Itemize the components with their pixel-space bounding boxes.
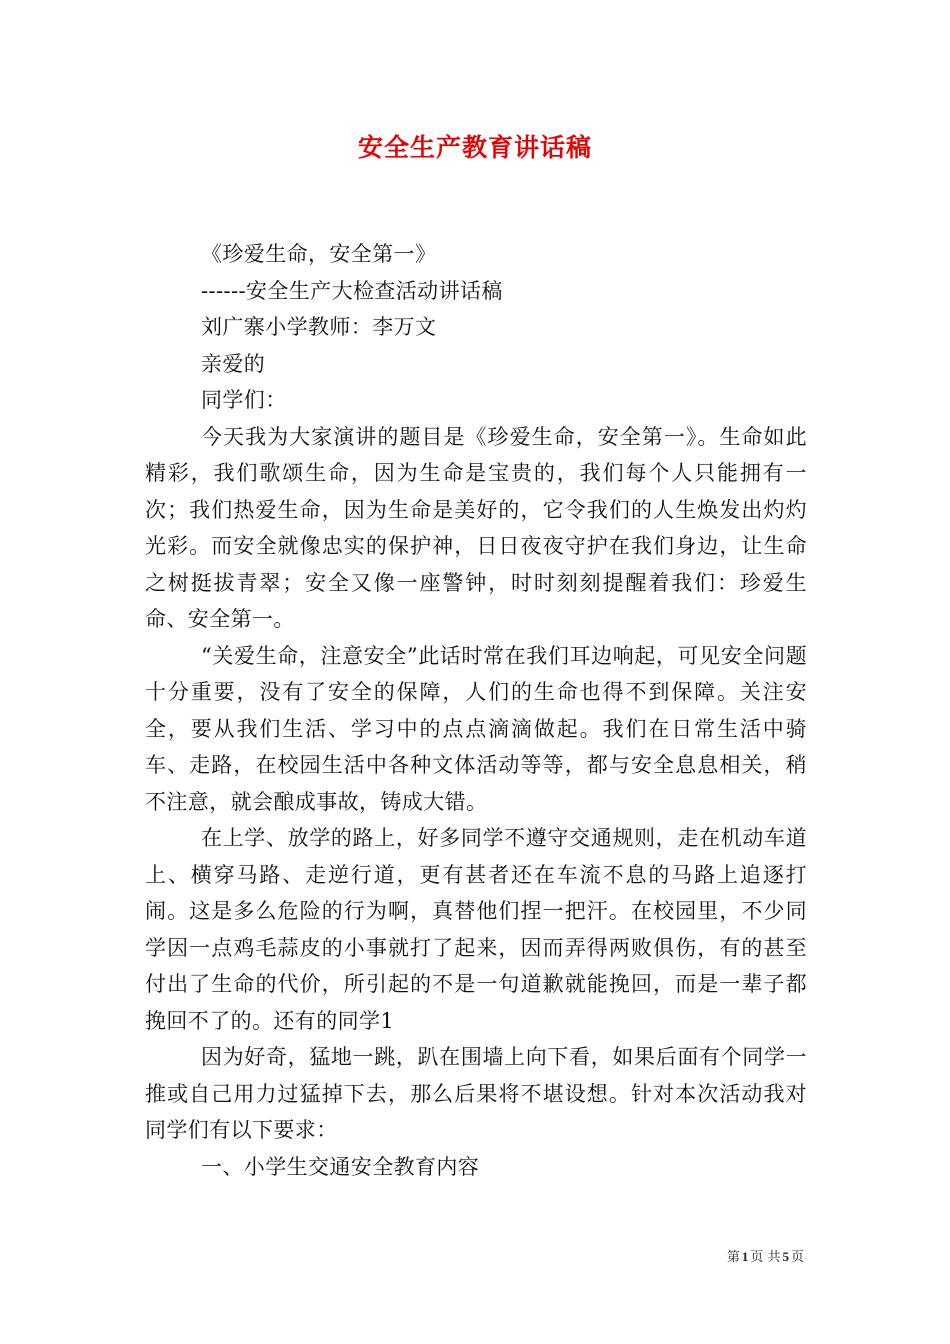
body-paragraph: 今天我为大家演讲的题目是《珍爱生命，安全第一》。生命如此精彩，我们歌颂生命，因为生命是宝贵的，我们每个人只能拥有一次；我们热爱生命，因为生命是美好的，它令我们的人生焕发出灼灼光彩。而安全就像忠实的保护神，日日夜夜守护在我们身边，让生命之树挺拔青翠；安全又像一座警钟，时时刻刻提醒着我们：珍爱生命、安全第一。	[145, 424, 807, 631]
speech-title: 《珍爱生命，安全第一》	[201, 242, 437, 266]
section-heading: 一、小学生交通安全教育内容	[201, 1154, 480, 1179]
total-pages-number: 5	[782, 1249, 789, 1264]
footer-middle: 页 共	[750, 1250, 781, 1265]
body-paragraph: “关爱生命，注意安全”此话时常在我们耳边响起，可见安全问题十分重要，没有了安全的保障，人们的生命也得不到保障。关注安全，要从我们生活、学习中的点点滴滴做起。我们在日常生活中骑车、走路，在校园生活中各种文体活动等等，都与安全息息相关，稍不注意，就会酿成事故，铸成大错。	[145, 643, 807, 814]
greeting-line-1: 亲爱的	[201, 351, 266, 376]
footer-suffix: 页	[790, 1250, 804, 1265]
author-line: 刘广寨小学教师：李万文	[201, 315, 437, 339]
body-paragraph: 因为好奇，猛地一跳，趴在围墙上向下看，如果后面有个同学一推或自己用力过猛掉下去，那么后果将不堪设想。针对本次活动我对同学们有以下要求：	[145, 1045, 807, 1142]
page-footer	[727, 1248, 804, 1267]
body-paragraph: 在上学、放学的路上，好多同学不遵守交通规则，走在机动车道上、横穿马路、走逆行道，更有甚者还在车流不息的马路上追逐打闹。这是多么危险的行为啊，真替他们捏一把汗。在校园里，不少同学因一点鸡毛蒜皮的小事就打了起来，因而弄得两败俱伤，有的甚至付出了生命的代价，所引起的不是一句道歉就能挽回，而是一辈子都挽回不了的。还有的同学1	[145, 826, 807, 1033]
document-title: 安全生产教育讲话稿	[357, 133, 592, 162]
speech-subtitle: ------安全生产大检查活动讲话稿	[201, 278, 503, 303]
document-body	[145, 236, 807, 1185]
greeting-line-2: 同学们：	[201, 388, 287, 412]
footer-prefix: 第	[726, 1250, 740, 1265]
current-page-number: 1	[741, 1249, 749, 1264]
